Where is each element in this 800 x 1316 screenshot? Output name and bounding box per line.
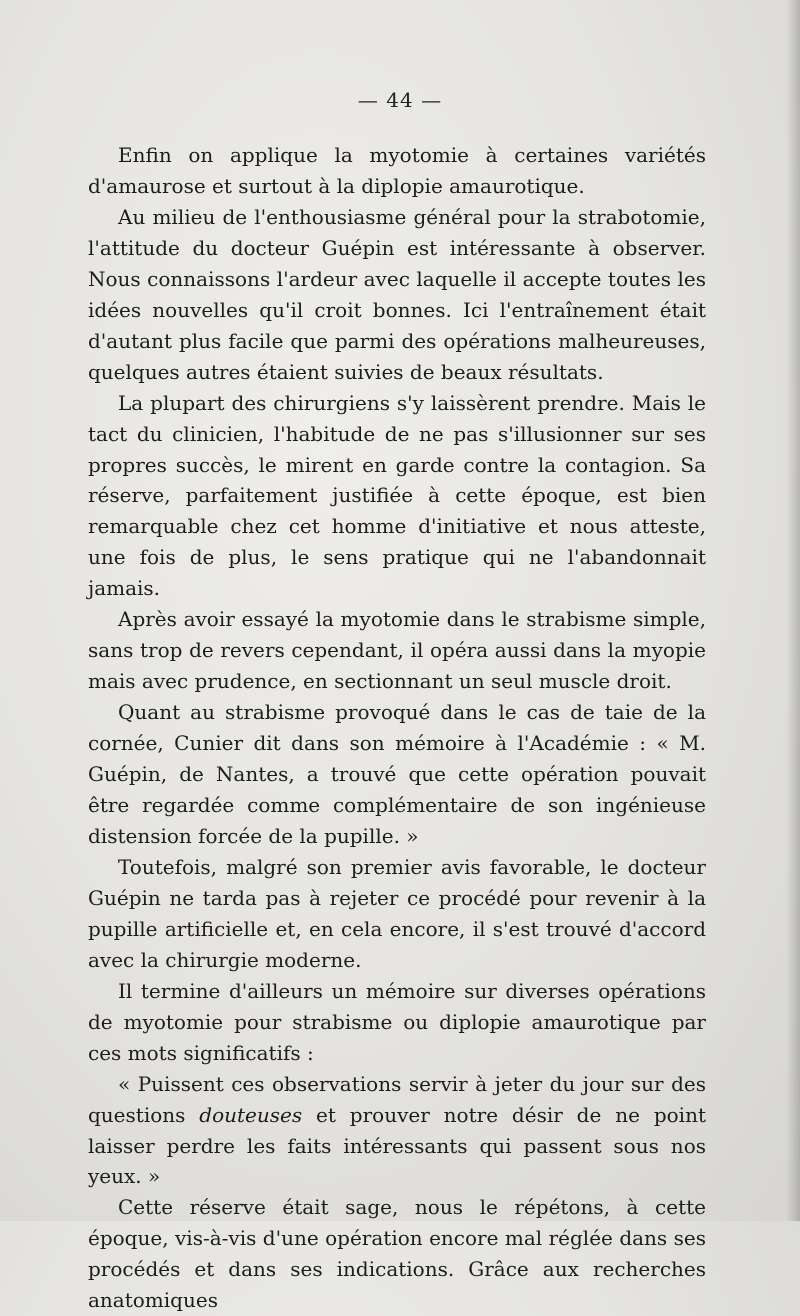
paragraph-6: Toutefois, malgré son premier avis favorable, le docteur Guépin ne tarda pas à rejeter ce procédé pour revenir à la pupille artificielle et, en cela encore, il s'est trouvé d'accord avec la chirurgie moderne. — [88, 854, 706, 972]
body-text — [88, 140, 706, 1316]
quote-text-before: « Puissent ces observations servir à jeter du jour sur des questions — [88, 1071, 706, 1127]
paragraph-1: Enfin on applique la myotomie à certaines variétés d'amaurose et surtout à la diplopie amaurotique. — [88, 143, 706, 198]
page-edge-shadow — [786, 0, 800, 1221]
quote-emphasis: douteuses — [199, 1102, 303, 1127]
paragraph-8-quote — [88, 1069, 706, 1193]
quote-text-after: et prouver notre désir de ne point laisser perdre les faits intéressants qui passent sous nos yeux. » — [88, 1102, 706, 1189]
paragraph-9: Cette réserve était sage, nous le répétons, à cette époque, vis-à-vis d'une opération encore mal réglée dans ses procédés et dans ses indications. Grâce aux recherches anatomiques — [88, 1195, 706, 1313]
paragraph-4: Après avoir essayé la myotomie dans le strabisme simple, sans trop de revers cependant, il opéra aussi dans la myopie mais avec prudence, en sectionnant un seul muscle droit. — [88, 607, 706, 694]
paragraph-5: Quant au strabisme provoqué dans le cas de taie de la cornée, Cunier dit dans son mémoire à l'Académie : « M. Guépin, de Nantes, a trouvé que cette opération pouvait être regardée comme complémentaire de son ingénieuse distension forcée de la pupille. » — [88, 700, 706, 848]
paragraph-7: Il termine d'ailleurs un mémoire sur diverses opérations de myotomie pour strabisme ou diplopie amaurotique par ces mots significatifs : — [88, 978, 706, 1065]
page-number: — 44 — — [357, 88, 443, 112]
paragraph-3: La plupart des chirurgiens s'y laissèrent prendre. Mais le tact du clinicien, l'habitude de ne pas s'illusionner sur ses propres succès, le mirent en garde contre la contagion. Sa réserve, parfaitement justifiée à cette époque, est bien remarquable chez cet homme d'initiative et nous atteste, une fois de plus, le sens pratique qui ne l'abandonnait jamais. — [88, 390, 706, 601]
paragraph-2: Au milieu de l'enthousiasme général pour la strabotomie, l'attitude du docteur Guépin est intéressante à observer. Nous connaissons l'ardeur avec laquelle il accepte toutes les idées nouvelles qu'il croit bonnes. Ici l'entraînement était d'autant plus facile que parmi des opérations malheureuses, quelques autres étaient suivies de beaux résultats. — [88, 204, 706, 384]
